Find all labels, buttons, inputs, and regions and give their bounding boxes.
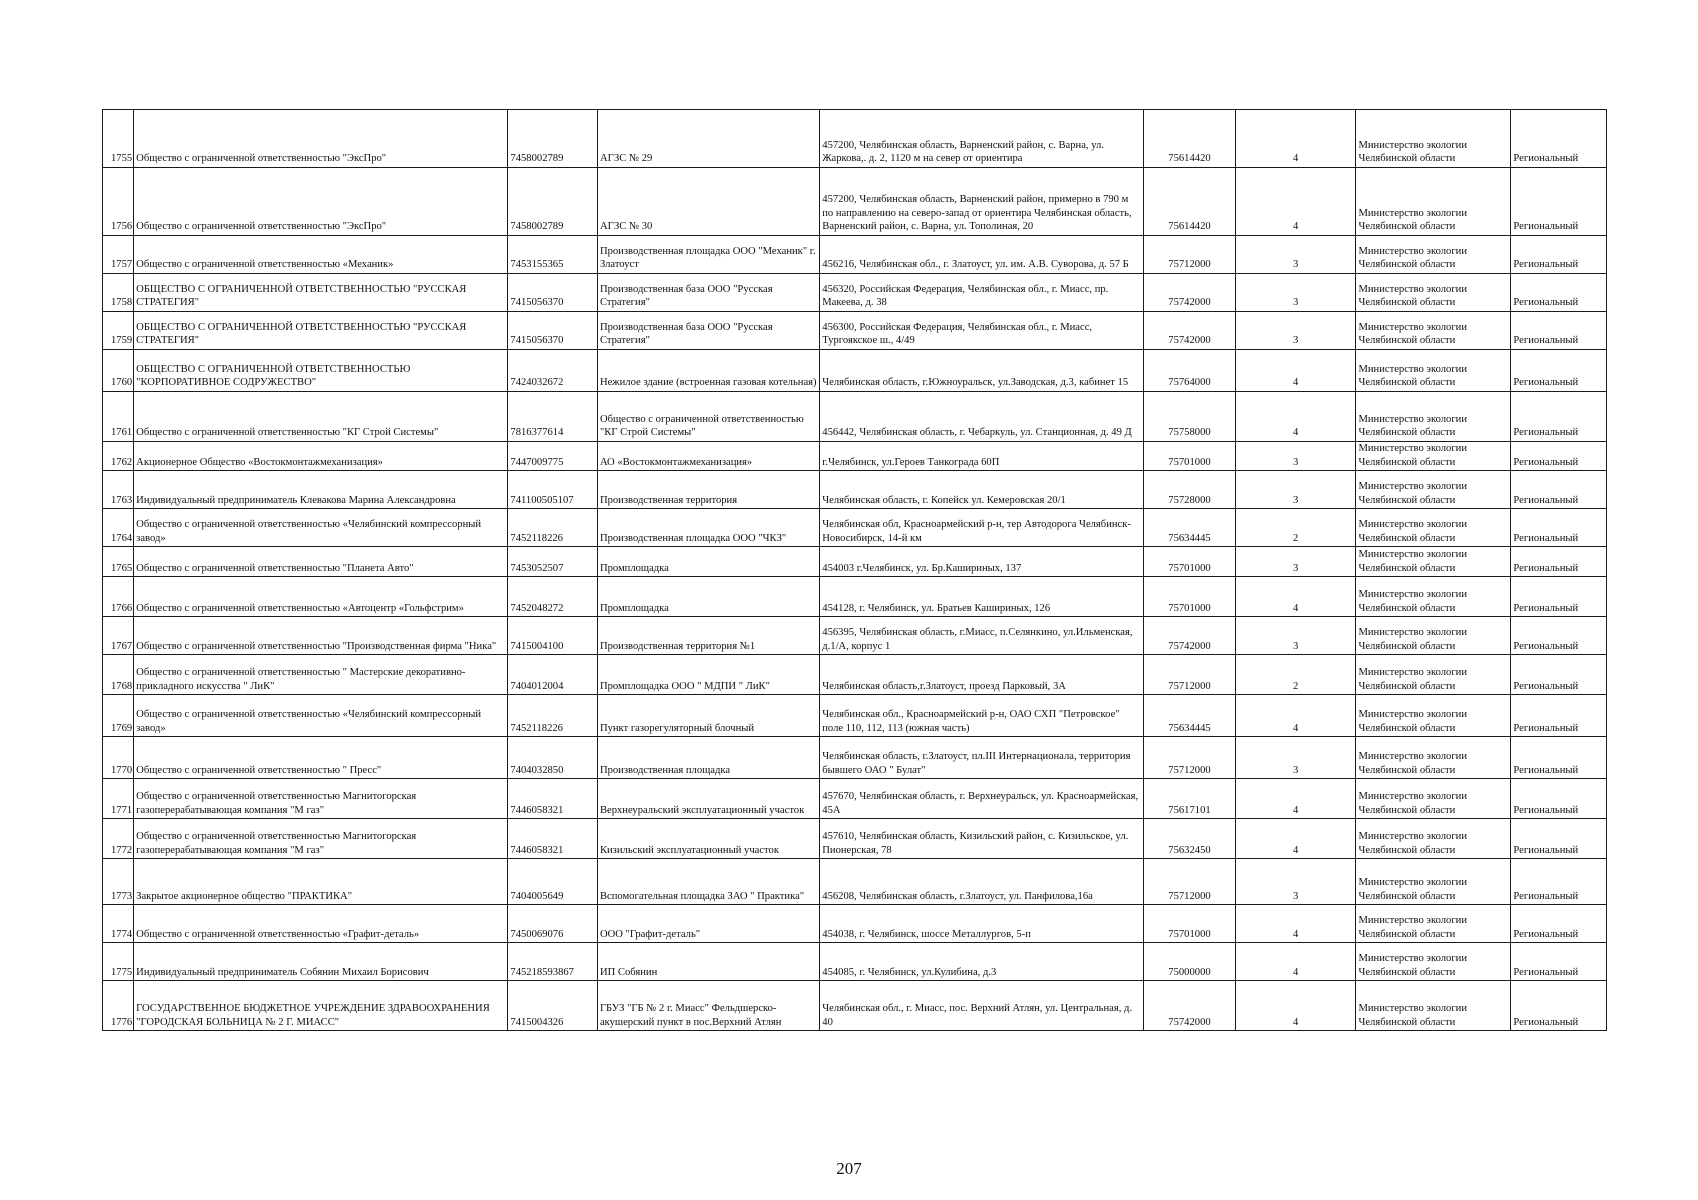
cell-category: 3 [1235, 737, 1356, 779]
cell-row-number: 1759 [103, 312, 134, 350]
cell-supervision-level: Региональный [1511, 547, 1607, 577]
cell-organization: ОБЩЕСТВО С ОГРАНИЧЕННОЙ ОТВЕТСТВЕННОСТЬЮ "КОРПОРАТИВНОЕ СОДРУЖЕСТВО" [134, 350, 508, 392]
cell-inn: 745218593867 [508, 943, 598, 981]
cell-authority: Министерство экологии Челябинской области [1356, 859, 1511, 905]
registry-table-body [103, 110, 1607, 1031]
cell-object-name: Производственная площадка [597, 737, 819, 779]
cell-inn: 7450069076 [508, 905, 598, 943]
cell-address: 454085, г. Челябинск, ул.Кулибина, д.3 [820, 943, 1144, 981]
cell-address: 457200, Челябинская область, Варненский район, примерно в 790 м по направлению на северо-запад от ориентира Челябинская область, Варненский район, с. Варна, ул. Тополиная, 20 [820, 168, 1144, 236]
cell-category: 4 [1235, 168, 1356, 236]
cell-object-name: Производственная площадка ООО "Механик" г. Златоуст [597, 236, 819, 274]
cell-authority: Министерство экологии Челябинской области [1356, 442, 1511, 471]
cell-authority: Министерство экологии Челябинской области [1356, 350, 1511, 392]
cell-address: 457610, Челябинская область, Кизильский район, с. Кизильское, ул. Пионерская, 78 [820, 819, 1144, 859]
cell-supervision-level: Региональный [1511, 905, 1607, 943]
cell-object-name: Производственная территория №1 [597, 617, 819, 655]
table-row [103, 943, 1607, 981]
table-row [103, 859, 1607, 905]
cell-object-name: Кизильский эксплуатационный участок [597, 819, 819, 859]
cell-address: 457670, Челябинская область, г. Верхнеуральск, ул. Красноармейская, 45А [820, 779, 1144, 819]
cell-row-number: 1767 [103, 617, 134, 655]
table-row [103, 392, 1607, 442]
cell-okato: 75742000 [1144, 274, 1236, 312]
cell-category: 4 [1235, 943, 1356, 981]
cell-category: 2 [1235, 655, 1356, 695]
cell-address: 454003 г.Челябинск, ул. Бр.Кашириных, 137 [820, 547, 1144, 577]
cell-authority: Министерство экологии Челябинской области [1356, 471, 1511, 509]
cell-row-number: 1758 [103, 274, 134, 312]
cell-okato: 75634445 [1144, 509, 1236, 547]
cell-okato: 75712000 [1144, 655, 1236, 695]
cell-supervision-level: Региональный [1511, 350, 1607, 392]
cell-organization: Индивидуальный предприниматель Собянин Михаил Борисович [134, 943, 508, 981]
table-row [103, 509, 1607, 547]
cell-row-number: 1768 [103, 655, 134, 695]
cell-inn: 7452048272 [508, 577, 598, 617]
registry-table [102, 109, 1607, 1031]
cell-okato: 75728000 [1144, 471, 1236, 509]
cell-okato: 75701000 [1144, 547, 1236, 577]
cell-object-name: ООО "Графит-деталь" [597, 905, 819, 943]
table-row [103, 905, 1607, 943]
cell-category: 3 [1235, 236, 1356, 274]
table-row [103, 236, 1607, 274]
cell-authority: Министерство экологии Челябинской области [1356, 779, 1511, 819]
cell-organization: Общество с ограниченной ответственностью "ЭксПро" [134, 110, 508, 168]
cell-okato: 75742000 [1144, 981, 1236, 1031]
cell-organization: Общество с ограниченной ответственностью «Автоцентр «Гольфстрим» [134, 577, 508, 617]
cell-organization: ОБЩЕСТВО С ОГРАНИЧЕННОЙ ОТВЕТСТВЕННОСТЬЮ "РУССКАЯ СТРАТЕГИЯ" [134, 312, 508, 350]
cell-okato: 75614420 [1144, 168, 1236, 236]
cell-okato: 75758000 [1144, 392, 1236, 442]
table-row [103, 442, 1607, 471]
cell-row-number: 1774 [103, 905, 134, 943]
cell-address: Челябинская обл., г. Миасс, пос. Верхний Атлян, ул. Центральная, д. 40 [820, 981, 1144, 1031]
cell-row-number: 1763 [103, 471, 134, 509]
cell-row-number: 1766 [103, 577, 134, 617]
cell-organization: Общество с ограниченной ответственностью " Мастерские декоративно-прикладного искусства " ЛиК" [134, 655, 508, 695]
cell-object-name: Производственная база ООО "Русская Стратегия" [597, 312, 819, 350]
cell-row-number: 1775 [103, 943, 134, 981]
cell-row-number: 1757 [103, 236, 134, 274]
cell-category: 3 [1235, 617, 1356, 655]
cell-okato: 75632450 [1144, 819, 1236, 859]
cell-address: Челябинская обл, Красноармейский р-н, тер Автодорога Челябинск-Новосибирск, 14-й км [820, 509, 1144, 547]
cell-inn: 7404032850 [508, 737, 598, 779]
cell-organization: Общество с ограниченной ответственностью " Пресс" [134, 737, 508, 779]
cell-object-name: АО «Востокмонтажмеханизация» [597, 442, 819, 471]
cell-object-name: Производственная площадка ООО "ЧКЗ" [597, 509, 819, 547]
cell-okato: 75634445 [1144, 695, 1236, 737]
cell-row-number: 1760 [103, 350, 134, 392]
cell-organization: Общество с ограниченной ответственностью «Челябинский компрессорный завод» [134, 509, 508, 547]
cell-organization: Общество с ограниченной ответственностью «Челябинский компрессорный завод» [134, 695, 508, 737]
cell-okato: 75742000 [1144, 312, 1236, 350]
cell-category: 3 [1235, 547, 1356, 577]
cell-category: 3 [1235, 859, 1356, 905]
cell-object-name: Промплощадка [597, 547, 819, 577]
table-row [103, 168, 1607, 236]
cell-authority: Министерство экологии Челябинской области [1356, 577, 1511, 617]
cell-object-name: Производственная база ООО "Русская Стратегия" [597, 274, 819, 312]
cell-organization: Общество с ограниченной ответственностью "Производственная фирма "Ника" [134, 617, 508, 655]
cell-supervision-level: Региональный [1511, 392, 1607, 442]
cell-row-number: 1765 [103, 547, 134, 577]
cell-object-name: Верхнеуральский эксплуатационный участок [597, 779, 819, 819]
cell-address: 454038, г. Челябинск, шоссе Металлургов, 5-п [820, 905, 1144, 943]
cell-inn: 7415056370 [508, 274, 598, 312]
cell-authority: Министерство экологии Челябинской области [1356, 509, 1511, 547]
cell-organization: Акционерное Общество «Востокмонтажмеханизация» [134, 442, 508, 471]
cell-inn: 7424032672 [508, 350, 598, 392]
cell-address: 456442, Челябинская область, г. Чебаркуль, ул. Станционная, д. 49 Д [820, 392, 1144, 442]
cell-okato: 75701000 [1144, 442, 1236, 471]
cell-okato: 75617101 [1144, 779, 1236, 819]
cell-category: 4 [1235, 695, 1356, 737]
cell-address: 456208, Челябинская область, г.Златоуст, ул. Панфилова,16а [820, 859, 1144, 905]
cell-address: 456216, Челябинская обл., г. Златоуст, ул. им. А.В. Суворова, д. 57 Б [820, 236, 1144, 274]
cell-inn: 7415004100 [508, 617, 598, 655]
cell-object-name: Вспомогательная площадка ЗАО " Практика" [597, 859, 819, 905]
cell-object-name: Промплощадка ООО " МДПИ " ЛиК" [597, 655, 819, 695]
cell-category: 3 [1235, 442, 1356, 471]
cell-organization: Общество с ограниченной ответственностью Магнитогорская газоперерабатывающая компания "М газ" [134, 779, 508, 819]
cell-address: Челябинская обл., Красноармейский р-н, ОАО СХП "Петровское" поле 110, 112, 113 (южная часть) [820, 695, 1144, 737]
cell-okato: 75742000 [1144, 617, 1236, 655]
cell-address: 454128, г. Челябинск, ул. Братьев Кашириных, 126 [820, 577, 1144, 617]
page-number: 207 [836, 1159, 862, 1178]
cell-authority: Министерство экологии Челябинской области [1356, 655, 1511, 695]
cell-supervision-level: Региональный [1511, 617, 1607, 655]
table-row [103, 110, 1607, 168]
cell-authority: Министерство экологии Челябинской области [1356, 819, 1511, 859]
cell-organization: ГОСУДАРСТВЕННОЕ БЮДЖЕТНОЕ УЧРЕЖДЕНИЕ ЗДРАВООХРАНЕНИЯ "ГОРОДСКАЯ БОЛЬНИЦА № 2 Г. МИАСС" [134, 981, 508, 1031]
table-row [103, 577, 1607, 617]
cell-inn: 7452118226 [508, 509, 598, 547]
cell-inn: 741100505107 [508, 471, 598, 509]
cell-supervision-level: Региональный [1511, 509, 1607, 547]
cell-okato: 75614420 [1144, 110, 1236, 168]
cell-address: г.Челябинск, ул.Героев Танкограда 60П [820, 442, 1144, 471]
cell-category: 4 [1235, 110, 1356, 168]
cell-authority: Министерство экологии Челябинской области [1356, 617, 1511, 655]
cell-category: 4 [1235, 577, 1356, 617]
table-row [103, 312, 1607, 350]
cell-row-number: 1769 [103, 695, 134, 737]
table-row [103, 819, 1607, 859]
cell-object-name: Промплощадка [597, 577, 819, 617]
table-row [103, 471, 1607, 509]
cell-row-number: 1756 [103, 168, 134, 236]
cell-object-name: Общество с ограниченной ответственностью "КГ Строй Системы" [597, 392, 819, 442]
cell-row-number: 1772 [103, 819, 134, 859]
cell-authority: Министерство экологии Челябинской области [1356, 547, 1511, 577]
cell-address: Челябинская область, г.Златоуст, пл.III Интернационала, территория бывшего ОАО " Булат" [820, 737, 1144, 779]
cell-okato: 75712000 [1144, 737, 1236, 779]
cell-object-name: АГЗС № 30 [597, 168, 819, 236]
cell-organization: Индивидуальный предприниматель Клевакова Марина Александровна [134, 471, 508, 509]
cell-inn: 7404012004 [508, 655, 598, 695]
cell-supervision-level: Региональный [1511, 943, 1607, 981]
cell-address: Челябинская область, г. Копейск ул. Кемеровская 20/1 [820, 471, 1144, 509]
cell-okato: 75712000 [1144, 236, 1236, 274]
cell-okato: 75712000 [1144, 859, 1236, 905]
cell-address: Челябинская область, г.Южноуральск, ул.Заводская, д.3, кабинет 15 [820, 350, 1144, 392]
cell-authority: Министерство экологии Челябинской области [1356, 737, 1511, 779]
table-row [103, 779, 1607, 819]
cell-inn: 7404005649 [508, 859, 598, 905]
cell-supervision-level: Региональный [1511, 312, 1607, 350]
cell-authority: Министерство экологии Челябинской области [1356, 312, 1511, 350]
cell-inn: 7816377614 [508, 392, 598, 442]
table-row [103, 695, 1607, 737]
cell-row-number: 1764 [103, 509, 134, 547]
cell-category: 2 [1235, 509, 1356, 547]
cell-supervision-level: Региональный [1511, 981, 1607, 1031]
cell-inn: 7453052507 [508, 547, 598, 577]
cell-category: 4 [1235, 350, 1356, 392]
cell-object-name: АГЗС № 29 [597, 110, 819, 168]
cell-category: 4 [1235, 819, 1356, 859]
cell-organization: Общество с ограниченной ответственностью "ЭксПро" [134, 168, 508, 236]
cell-inn: 7446058321 [508, 779, 598, 819]
cell-row-number: 1776 [103, 981, 134, 1031]
cell-object-name: ИП Собянин [597, 943, 819, 981]
cell-authority: Министерство экологии Челябинской области [1356, 110, 1511, 168]
cell-organization: Общество с ограниченной ответственностью "КГ Строй Системы" [134, 392, 508, 442]
cell-organization: Общество с ограниченной ответственностью "Планета Авто" [134, 547, 508, 577]
cell-organization: Общество с ограниченной ответственностью «Графит-деталь» [134, 905, 508, 943]
cell-authority: Министерство экологии Челябинской области [1356, 981, 1511, 1031]
cell-authority: Министерство экологии Челябинской области [1356, 274, 1511, 312]
cell-supervision-level: Региональный [1511, 655, 1607, 695]
table-row [103, 655, 1607, 695]
cell-inn: 7447009775 [508, 442, 598, 471]
cell-authority: Министерство экологии Челябинской области [1356, 392, 1511, 442]
cell-category: 3 [1235, 471, 1356, 509]
table-row [103, 547, 1607, 577]
cell-row-number: 1761 [103, 392, 134, 442]
cell-supervision-level: Региональный [1511, 779, 1607, 819]
cell-inn: 7452118226 [508, 695, 598, 737]
cell-address: Челябинская область,г.Златоуст, проезд Парковый, 3А [820, 655, 1144, 695]
cell-supervision-level: Региональный [1511, 471, 1607, 509]
cell-inn: 7415056370 [508, 312, 598, 350]
cell-organization: Общество с ограниченной ответственностью «Механик» [134, 236, 508, 274]
cell-authority: Министерство экологии Челябинской области [1356, 695, 1511, 737]
cell-supervision-level: Региональный [1511, 819, 1607, 859]
cell-object-name: Производственная территория [597, 471, 819, 509]
cell-supervision-level: Региональный [1511, 577, 1607, 617]
cell-object-name: Пункт газорегуляторный блочный [597, 695, 819, 737]
cell-address: 456300, Российская Федерация, Челябинская обл., г. Миасс, Тургоякское ш., 4/49 [820, 312, 1144, 350]
table-row [103, 981, 1607, 1031]
cell-category: 4 [1235, 779, 1356, 819]
table-row [103, 617, 1607, 655]
cell-category: 4 [1235, 981, 1356, 1031]
table-row [103, 274, 1607, 312]
cell-supervision-level: Региональный [1511, 737, 1607, 779]
cell-supervision-level: Региональный [1511, 695, 1607, 737]
cell-supervision-level: Региональный [1511, 168, 1607, 236]
table-row [103, 737, 1607, 779]
cell-object-name: Нежилое здание (встроенная газовая котельная) [597, 350, 819, 392]
cell-okato: 75764000 [1144, 350, 1236, 392]
cell-row-number: 1773 [103, 859, 134, 905]
cell-address: 456320, Российская Федерация, Челябинская обл., г. Миасс, пр. Макеева, д. 38 [820, 274, 1144, 312]
cell-object-name: ГБУЗ "ГБ № 2 г. Миасс" Фельдшерско-акушерский пункт в пос.Верхний Атлян [597, 981, 819, 1031]
cell-inn: 7458002789 [508, 168, 598, 236]
cell-inn: 7446058321 [508, 819, 598, 859]
cell-supervision-level: Региональный [1511, 236, 1607, 274]
cell-okato: 75701000 [1144, 577, 1236, 617]
cell-supervision-level: Региональный [1511, 274, 1607, 312]
cell-row-number: 1771 [103, 779, 134, 819]
cell-row-number: 1762 [103, 442, 134, 471]
cell-organization: Закрытое акционерное общество "ПРАКТИКА" [134, 859, 508, 905]
cell-authority: Министерство экологии Челябинской области [1356, 943, 1511, 981]
cell-okato: 75701000 [1144, 905, 1236, 943]
cell-inn: 7453155365 [508, 236, 598, 274]
cell-category: 4 [1235, 905, 1356, 943]
cell-authority: Министерство экологии Челябинской области [1356, 905, 1511, 943]
cell-category: 3 [1235, 274, 1356, 312]
cell-row-number: 1770 [103, 737, 134, 779]
cell-address: 457200, Челябинская область, Варненский район, с. Варна, ул. Жаркова,. д. 2, 1120 м на север от ориентира [820, 110, 1144, 168]
cell-inn: 7415004326 [508, 981, 598, 1031]
cell-category: 3 [1235, 312, 1356, 350]
table-row [103, 350, 1607, 392]
cell-supervision-level: Региональный [1511, 110, 1607, 168]
cell-supervision-level: Региональный [1511, 442, 1607, 471]
cell-authority: Министерство экологии Челябинской области [1356, 236, 1511, 274]
cell-row-number: 1755 [103, 110, 134, 168]
cell-authority: Министерство экологии Челябинской области [1356, 168, 1511, 236]
cell-organization: ОБЩЕСТВО С ОГРАНИЧЕННОЙ ОТВЕТСТВЕННОСТЬЮ "РУССКАЯ СТРАТЕГИЯ" [134, 274, 508, 312]
cell-supervision-level: Региональный [1511, 859, 1607, 905]
cell-okato: 75000000 [1144, 943, 1236, 981]
cell-organization: Общество с ограниченной ответственностью Магнитогорская газоперерабатывающая компания "М газ" [134, 819, 508, 859]
cell-inn: 7458002789 [508, 110, 598, 168]
cell-category: 4 [1235, 392, 1356, 442]
cell-address: 456395, Челябинская область, г.Миасс, п.Селянкино, ул.Ильменская, д.1/А, корпус 1 [820, 617, 1144, 655]
